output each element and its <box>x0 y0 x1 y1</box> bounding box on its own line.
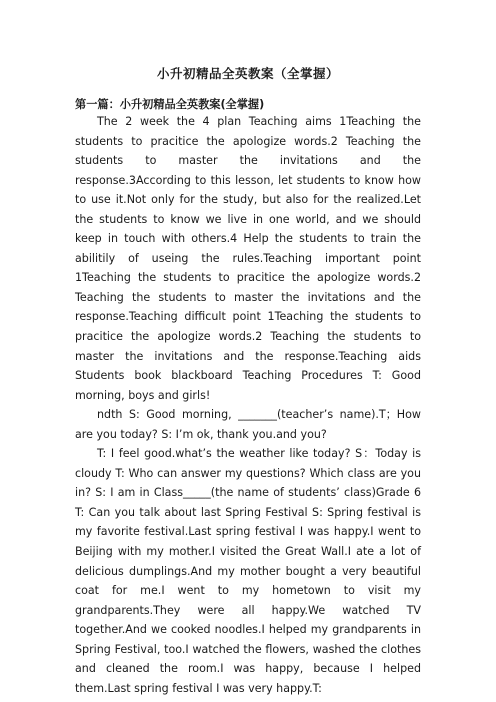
paragraph: ndth S: Good morning, _______(teacher’s name).T；How are you today? S: I’m ok, thank you.and you? <box>75 408 421 441</box>
body-text <box>75 112 421 698</box>
document-title: 小升初精品全英教案（全掌握） <box>156 66 339 81</box>
paragraph: T: I feel good.what’s the weather like today? S：Today is cloudy T: Who can answer my questions? Which class are you in? S: I am in Class_____(the name of students’ class)Grade 6 T: Can you talk about last Spring Festival S: Spring festival is my favorite festival.Last spring festival I was happy.I went to Beijing with my mother.I visited the Great Wall.I ate a lot of delicious dumplings.And my mother bought a very beautiful coat for me.I went to my hometown to visit my grandparents.They were all happy.We watched TV together.And we cooked noodles.I helped my grandparents in Spring Festival, too.I watched the flowers, washed the clothes and cleaned the room.I was happy, because I helped them.Last spring festival I was very happy.T: <box>75 447 421 695</box>
paragraph: The 2 week the 4 plan Teaching aims 1Teaching the students to pracitice the apologize words.2 Teaching the students to master the invitations and the response.3According to this lesson, let students to know how to use it.Not only for the study, but also for the realized.Let the students to know we live in one world, and we should keep in touch with others.4 Help the students to train the abilitily of useing the rules.Teaching important point 1Teaching the students to pracitice the apologize words.2 Teaching the students to master the invitations and the response.Teaching difficult point 1Teaching the students to pracitice the apologize words.2 Teaching the students to master the invitations and the response.Teaching aids Students book blackboard Teaching Procedures T: Good morning, boys and girls! <box>75 115 421 402</box>
section-heading: 第一篇：小升初精品全英教案(全掌握) <box>75 98 265 111</box>
